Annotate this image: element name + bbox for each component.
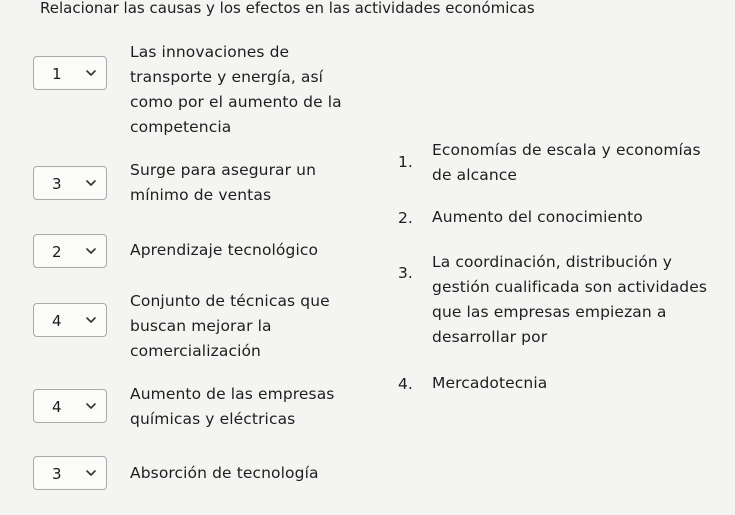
chevron-down-icon — [85, 314, 97, 326]
dropdown-value: 3 — [52, 175, 62, 193]
option-line: gestión cualificada son actividades — [432, 278, 708, 296]
option-number-3: 3. — [398, 264, 413, 282]
premise-line: Las innovaciones de — [130, 43, 290, 61]
premise-line: Aumento de las empresas — [130, 385, 335, 403]
option-number-1: 1. — [398, 153, 413, 171]
page-title: Relacionar las causas y los efectos en las actividades económicas — [40, 0, 535, 17]
option-line: Economías de escala y economías — [432, 141, 701, 159]
answer-dropdown-4[interactable] — [33, 303, 107, 337]
premise-line: químicas y eléctricas — [130, 410, 296, 428]
option-line: que las empresas empiezan a — [432, 303, 667, 321]
dropdown-value: 3 — [52, 465, 62, 483]
premise-line: Conjunto de técnicas que — [130, 292, 330, 310]
premise-6 — [130, 461, 319, 486]
chevron-down-icon — [85, 245, 97, 257]
premise-2 — [130, 158, 316, 208]
chevron-down-icon — [85, 177, 97, 189]
premise-line: buscan mejorar la — [130, 317, 272, 335]
premise-5 — [130, 382, 334, 432]
chevron-down-icon — [85, 67, 97, 79]
option-number-2: 2. — [398, 209, 413, 227]
premise-line: Absorción de tecnología — [130, 464, 319, 482]
option-4 — [432, 371, 547, 396]
option-3 — [432, 250, 707, 350]
chevron-down-icon — [85, 400, 97, 412]
premise-line: Aprendizaje tecnológico — [130, 241, 319, 259]
dropdown-value: 4 — [52, 398, 62, 416]
option-1 — [432, 138, 701, 188]
premise-line: mínimo de ventas — [130, 186, 272, 204]
answer-dropdown-5[interactable] — [33, 389, 107, 423]
dropdown-value: 1 — [52, 65, 62, 83]
option-line: Mercadotecnia — [432, 374, 548, 392]
answer-dropdown-2[interactable] — [33, 166, 107, 200]
option-line: de alcance — [432, 166, 518, 184]
option-number-4: 4. — [398, 375, 413, 393]
premise-line: Surge para asegurar un — [130, 161, 316, 179]
premise-line: comercialización — [130, 342, 261, 360]
premise-line: como por el aumento de la — [130, 93, 342, 111]
answer-dropdown-1[interactable] — [33, 56, 107, 90]
premise-4 — [130, 289, 330, 364]
chevron-down-icon — [85, 467, 97, 479]
premise-3 — [130, 238, 318, 263]
answer-dropdown-6[interactable] — [33, 456, 107, 490]
option-2 — [432, 205, 643, 230]
dropdown-value: 2 — [52, 243, 62, 261]
premise-line: transporte y energía, así — [130, 68, 324, 86]
option-line: La coordinación, distribución y — [432, 253, 673, 271]
premise-1 — [130, 40, 342, 140]
premise-line: competencia — [130, 118, 232, 136]
answer-dropdown-3[interactable] — [33, 234, 107, 268]
option-line: Aumento del conocimiento — [432, 208, 643, 226]
option-line: desarrollar por — [432, 328, 548, 346]
dropdown-value: 4 — [52, 312, 62, 330]
